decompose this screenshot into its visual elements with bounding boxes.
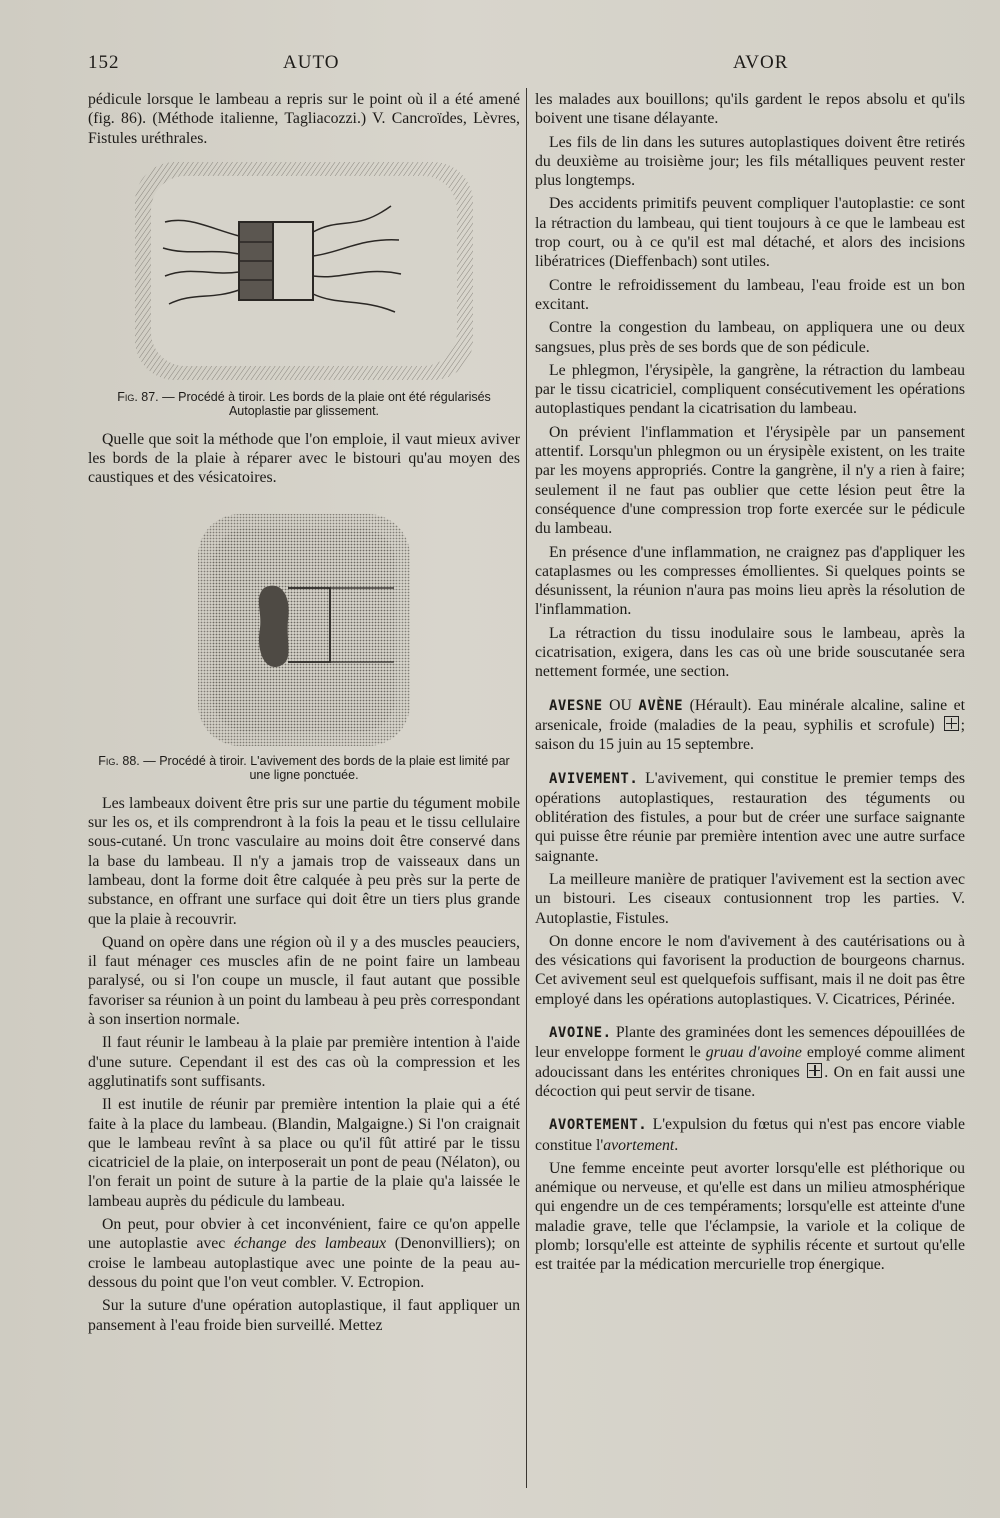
caption-text: — Procédé à tiroir. Les bords de la plaie ont été régularisés Autoplastie par glissement. [162,389,491,418]
text-run: On peut, pour obvier à cet inconvénient, faire ce qu'on appelle une autoplastie avec [88,1216,520,1253]
paragraph: Contre le refroidissement du lambeau, l'eau froide est un bon excitant. [535,276,965,313]
figure-88-illustration [194,510,414,750]
right-running-head: AVOR [733,52,789,73]
left-running-head: AUTO [283,52,340,73]
figure-87-caption [88,390,520,418]
italic-term: gruau d'avoine [705,1044,802,1062]
paragraph: En présence d'une inflammation, ne craignez pas d'appliquer les cataplasmes ou les compresses émollientes. Si quelques points se désunissent, la réunion n'aura pas moins lieu après la résolution de l'inflammation. [535,543,965,619]
page-number: 152 [88,52,120,73]
caption-text: — Procédé à tiroir. L'avivement des bords de la plaie est limité par une ligne ponctuée. [143,753,510,782]
text-run: L'avivement, qui constitue le premier temps des opérations autoplastiques, restauration des téguments ou oblitération des fistules, a pour but de créer une surface saignante qui puisse être réunie par première intention avec une autre surface saignante. [535,769,966,865]
paragraph: Les fils de lin dans les sutures autoplastiques doivent être retirés du deuxième au troisième jour; les fils métalliques peuvent rester plus longtemps. [535,133,965,190]
paragraph: Des accidents primitifs peuvent compliquer l'autoplastie: ce sont la rétraction du lambeau, qui tient toujours à ce que le lambeau est trop court, ou à ce qu'il est mal détaché, et alors des incisions libératrices (Dieffenbach) sont utiles. [535,195,965,271]
paragraph: Une femme enceinte peut avorter lorsqu'elle est pléthorique ou anémique ou nerveuse, et qu'elle est dans un milieu atmosphérique qui engendre un de ces tempéraments; lorsqu'elle est atteinte d'une maladie grave, telle que l'éclampsie, la variole et la colique de plomb; lorsqu'elle est atteinte de syphilis récente et surtout qu'elle est traitée par la médication mercurielle trop énergique. [535,1159,965,1274]
entry-avivement [535,769,965,866]
text-run: . [674,1136,679,1154]
headword: AVORTEMENT. [549,1117,648,1134]
left-column [88,90,520,1339]
paragraph: Le phlegmon, l'érysipèle, la gangrène, la rétraction du lambeau par le tissu cicatriciel, compliquent consécutivement les opérations autoplastiques pendant la cicatrisation du lambeau. [535,361,965,418]
headword: AVESNE [549,697,603,714]
italic-term: échange des lambeaux [233,1235,387,1253]
paragraph: Il faut réunir le lambeau à la plaie par première intention à l'aide d'une suture. Cependant il est des cas où la compression et les agglutinatifs sont suffisants. [88,1034,520,1090]
italic-term: avortement [603,1136,675,1154]
figure-label: Fig. 88. [98,753,140,768]
paragraph: La rétraction du tissu inodulaire sous le lambeau, après la cicatrisation, exigera, dans les cas où une bride souscutanée sera nettement formée, une section. [535,624,965,681]
conjunction: OU [609,696,632,714]
text-run: L'expulsion du fœtus qui n'est pas encore viable constitue l' [535,1116,965,1154]
figure-87-illustration [129,156,479,386]
paragraph: On donne encore le nom d'avivement à des cautérisations ou à des vésications qui favorisent la production de bourgeons charnus. Cet avivement seul est quelquefois suffisant, mais il ne doit pas être employé dans les opérations autoplastiques. V. Cicatrices, Périnée. [535,932,965,1008]
right-column [535,90,965,1279]
text-run: ; saison du 15 juin au 15 septembre. [535,716,965,754]
headword: AVOINE. [549,1025,612,1042]
headword: AVIVEMENT. [549,770,639,787]
paragraph: La meilleure manière de pratiquer l'avivement est la section avec un bistouri. Les ciseaux contusionnent trop les parties. V. Autoplastie, Fistules. [535,870,965,927]
text-run: employé comme aliment adoucissant dans les entérites chroniques [535,1044,966,1081]
entry-avortement [535,1115,965,1155]
text-run: (Denonvilliers); on croise le lambeau autoplastique avec une pointe de la peau au-dessous du point que l'on veut combler. V. Ectropion. [88,1235,521,1291]
column-divider [526,88,527,1488]
text-run: . On en fait aussi une décoction qui peut servir de tisane. [535,1063,965,1100]
running-head [88,52,982,78]
boxed-plus-icon [944,716,959,731]
paragraph: Il est inutile de réunir par première intention la plaie qui a été faite à la place du lambeau. (Blandin, Malgaigne.) Si l'on craignait que le lambeau revînt à sa place ou qu'il fût attiré par le tissu cicatriciel de la plaie, on interposerait un pont de peau (Nélaton), ou l'on ferait un point de suture à la partie de la plaie qu'a laissée le lambeau auprès du pédicule du lambeau. [88,1096,520,1210]
paragraph: On prévient l'inflammation et l'érysipèle par un pansement attentif. Lorsqu'un phlegmon ou un érysipèle existent, on les traite par les moyens appropriés. Contre la gangrène, il n'y a rien à faire; seulement il ne faut pas oublier que cette lésion peut être la conséquence d'une compression trop forte exercée sur le pédicule du lambeau. [535,423,965,538]
boxed-plus-icon [807,1063,822,1078]
paragraph: Les lambeaux doivent être pris sur une partie du tégument mobile sur les os, et ils comprendront à la fois la peau et le tissu cellulaire sous-cutané. Un tronc vasculaire au moins doit être conservé dans la base du lambeau. Il n'y a jamais trop de vaisseaux dans un lambeau, dont la forme doit être calquée à peu près sur la perte de substance, en offrant une surface qui doit être un tiers plus grande que la plaie à recouvrir. [88,794,520,928]
entry-avoine [535,1023,965,1101]
headword: AVÈNE [638,697,684,714]
paragraph: Contre la congestion du lambeau, on appliquera une ou deux sangsues, plus près de ses bords que de son pédicule. [535,319,965,356]
paragraph: pédicule lorsque le lambeau a repris sur le point où il a été amené (fig. 86). (Méthode italienne, Tagliacozzi.) V. Cancroïdes, Lèvres, Fistules uréthrales. [88,91,520,147]
paragraph: les malades aux bouillons; qu'ils gardent le repos absolu et qu'ils boivent une tisane délayante. [535,91,965,128]
paragraph: Sur la suture d'une opération autoplastique, il faut appliquer un pansement à l'eau froide bien surveillé. Mettez [88,1297,520,1334]
entry-avesne [535,696,965,755]
paragraph [88,1215,520,1292]
figure-label: Fig. 87. [117,389,159,404]
figure-88-caption [88,754,520,782]
paragraph: Quelle que soit la méthode que l'on emploie, il vaut mieux aviver les bords de la plaie à réparer avec le bistouri qu'au moyen des caustiques et des vésicatoires. [88,430,520,487]
text-run: Plante des graminées dont les semences dépouillées de leur enveloppe forment le [535,1024,965,1062]
paragraph: Quand on opère dans une région où il y a des muscles peauciers, il faut ménager ces muscles afin de ne point faire un lambeau paralysé, ou si l'on coupe un muscle, il faut autant que possible favoriser sa réunion à un point du lambeau à peu près correspondant à son insertion normale. [88,933,520,1029]
text-run: (Hérault). Eau minérale alcaline, saline et arsenicale, froide (maladies de la peau, syphilis et scrofule) [535,696,965,734]
